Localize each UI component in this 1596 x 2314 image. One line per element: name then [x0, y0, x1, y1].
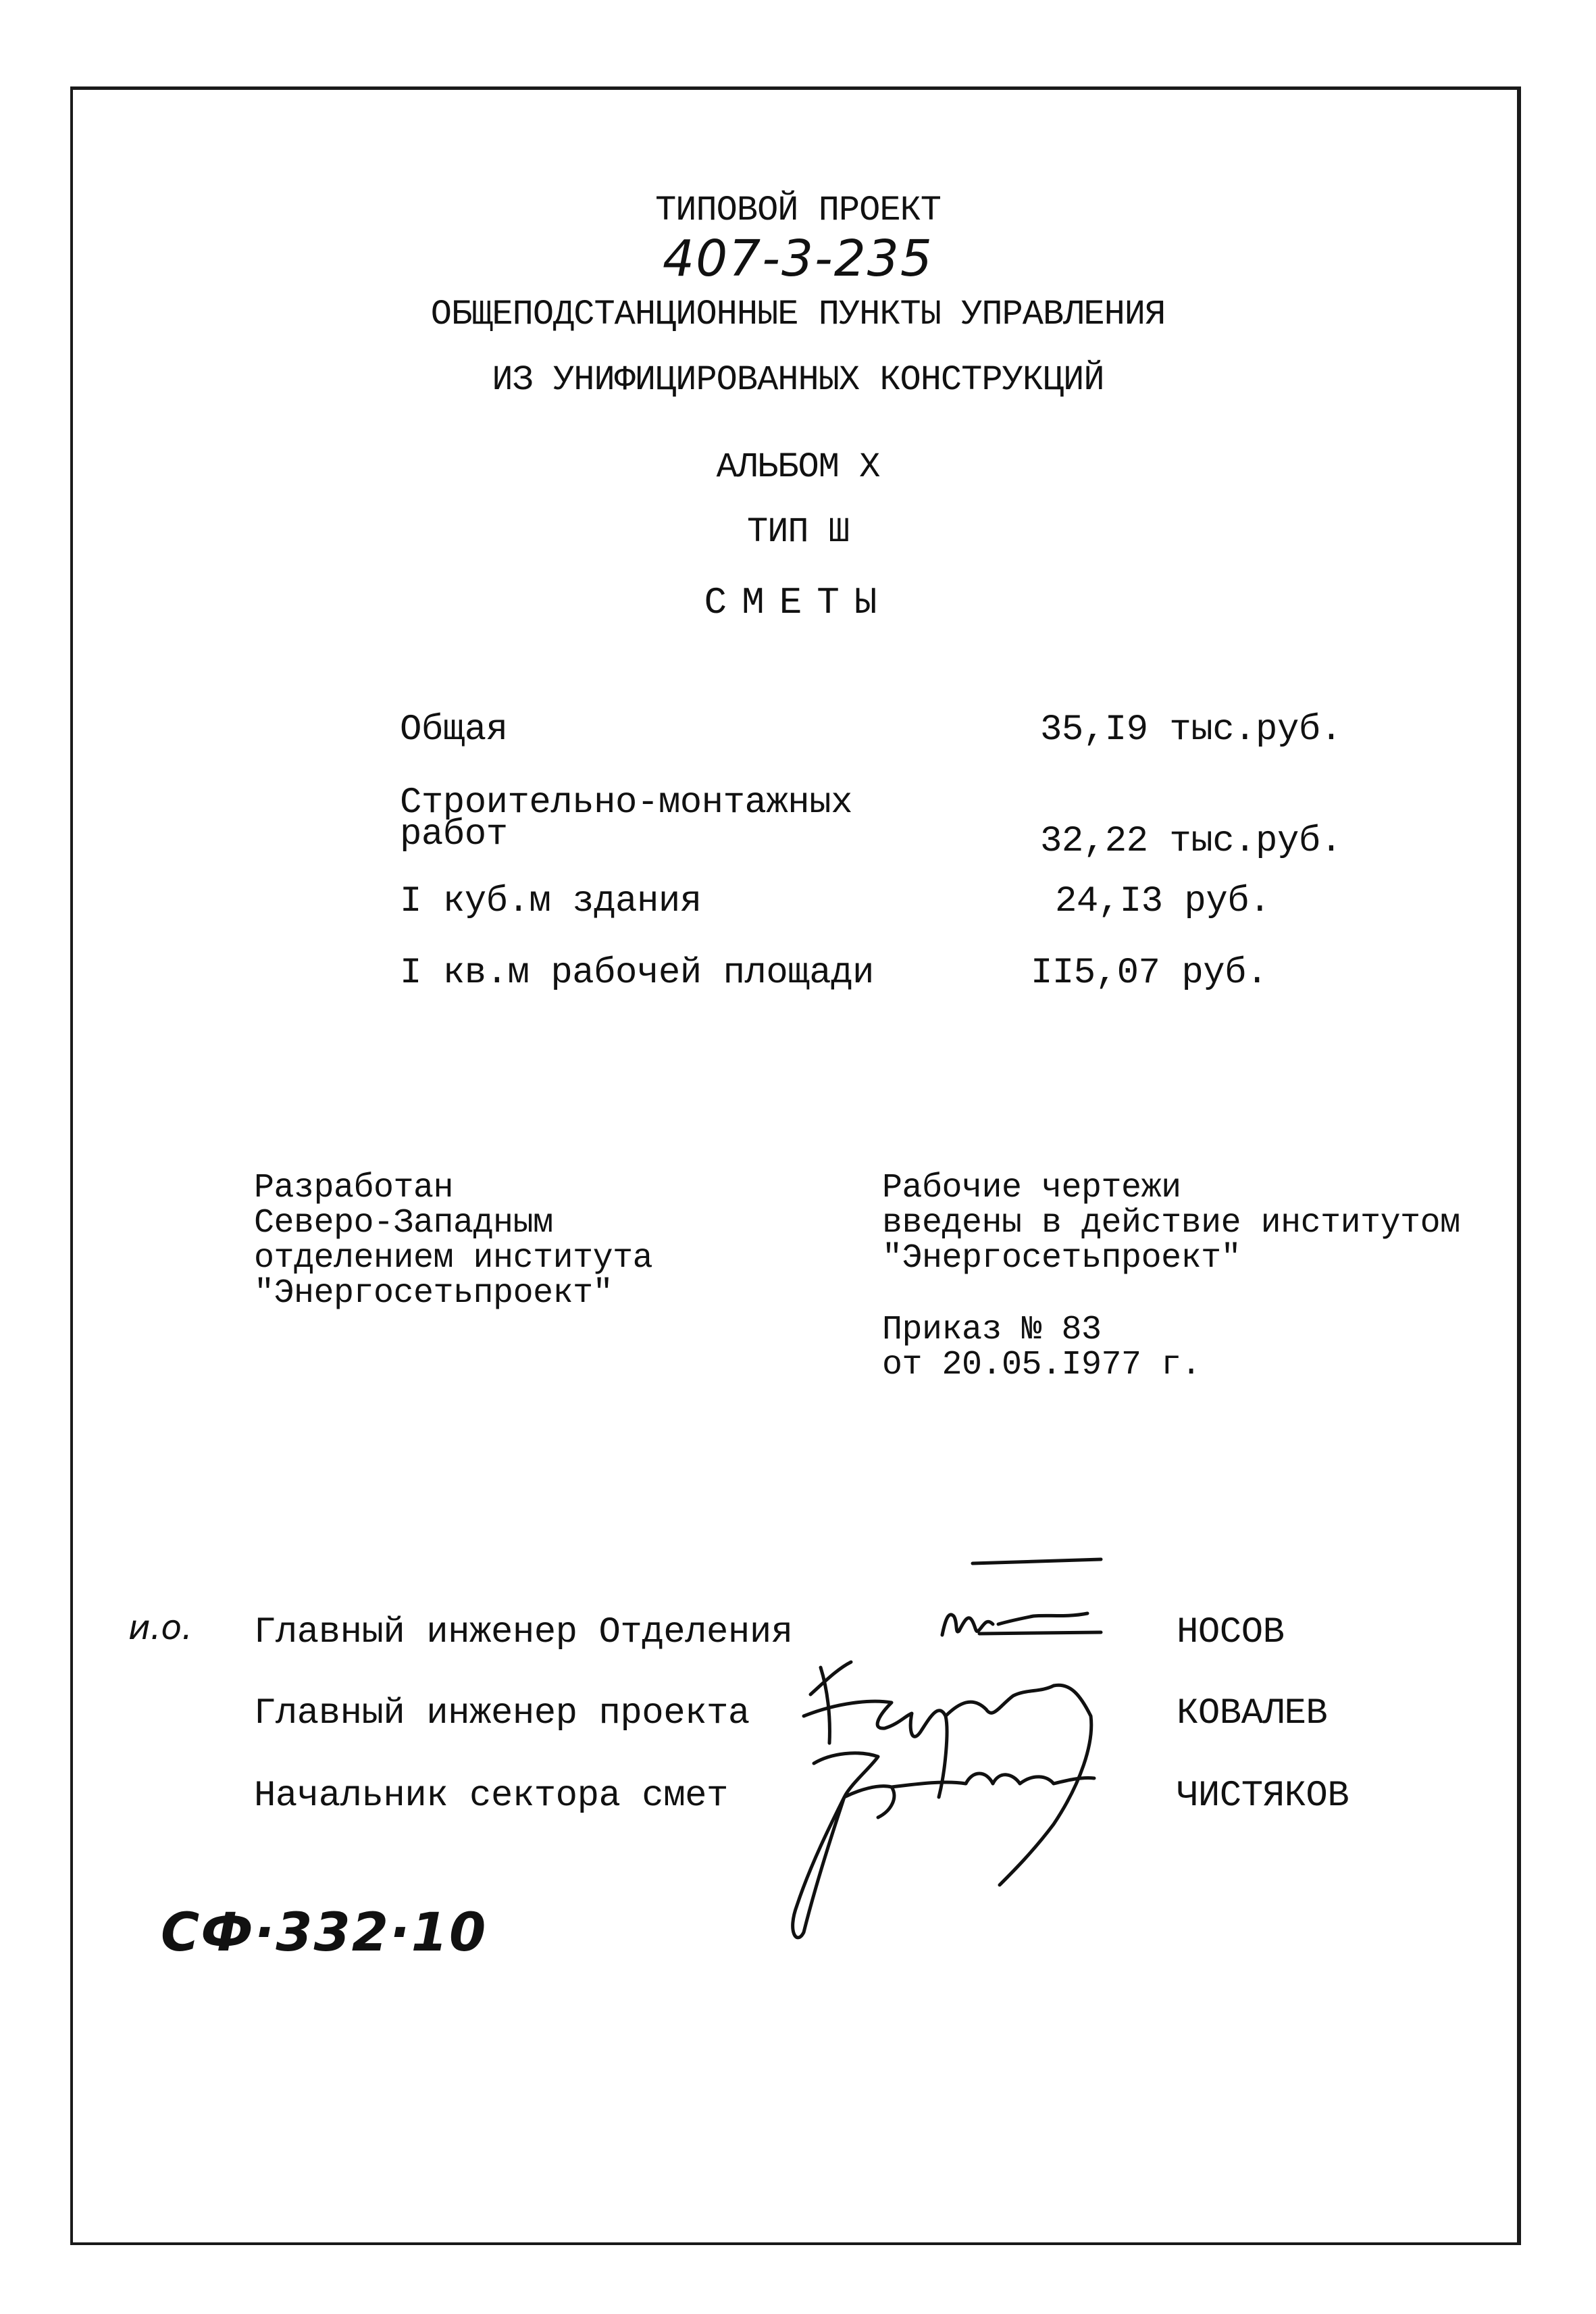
signature-1 — [973, 1559, 1101, 1563]
approval-order-label: Приказ № 83 — [882, 1311, 1102, 1349]
developer-line-4: "Энергосетьпроект" — [254, 1274, 613, 1313]
signatory-position-3: Начальник сектора смет — [254, 1776, 728, 1817]
signatory-name-3: ЧИСТЯКОВ — [1177, 1776, 1349, 1817]
cost-value-per-square-meter: II5,07 руб. — [1031, 953, 1268, 994]
doc-type-heading: ТИПОВОЙ ПРОЕКТ — [655, 191, 941, 230]
signatory-position-2: Главный инженер проекта — [254, 1693, 750, 1734]
cost-value-total: 35,I9 тыс.руб. — [1040, 709, 1342, 751]
developer-line-2: Северо-Западным — [254, 1204, 553, 1242]
approval-order-date: от 20.05.I977 г. — [882, 1346, 1202, 1384]
cost-label-construction-line1: Строительно-монтажных — [400, 782, 853, 824]
project-number: 407-3-235 — [663, 230, 933, 288]
cost-value-construction: 32,22 тыс.руб. — [1040, 821, 1342, 862]
signature-3 — [793, 1753, 1094, 1938]
cost-label-per-square-meter: I кв.м рабочей площади — [400, 953, 874, 994]
cost-label-per-cubic-meter: I куб.м здания — [400, 881, 702, 922]
acting-note: и.о. — [128, 1608, 192, 1647]
type-label: ТИП Ш — [746, 512, 850, 552]
signatory-position-1: Главный инженер Отделения — [254, 1612, 793, 1653]
cost-label-construction-line2: работ — [400, 814, 508, 855]
developer-line-1: Разработан — [254, 1169, 454, 1207]
title-line-2: ИЗ УНИФИЦИРОВАННЫХ КОНСТРУКЦИЙ — [492, 360, 1104, 400]
signature-2 — [804, 1662, 1091, 1885]
approval-line-2: введены в действие институтом — [882, 1204, 1460, 1242]
developer-line-3: отделением института — [254, 1239, 653, 1278]
cost-label-total: Общая — [400, 709, 508, 751]
album-label: АЛЬБОМ X — [716, 447, 880, 487]
signatory-name-1: НОСОВ — [1177, 1612, 1285, 1653]
signatory-name-2: КОВАЛЕВ — [1177, 1693, 1328, 1734]
approval-line-1: Рабочие чертежи — [882, 1169, 1181, 1207]
section-title: СМЕТЫ — [704, 581, 892, 624]
approval-line-3: "Энергосетьпроект" — [882, 1239, 1241, 1278]
cost-value-per-cubic-meter: 24,I3 руб. — [1055, 881, 1271, 922]
title-line-1: ОБЩЕПОДСТАНЦИОННЫЕ ПУНКТЫ УПРАВЛЕНИЯ — [430, 295, 1166, 334]
archive-code: СФ·332·10 — [161, 1903, 488, 1963]
